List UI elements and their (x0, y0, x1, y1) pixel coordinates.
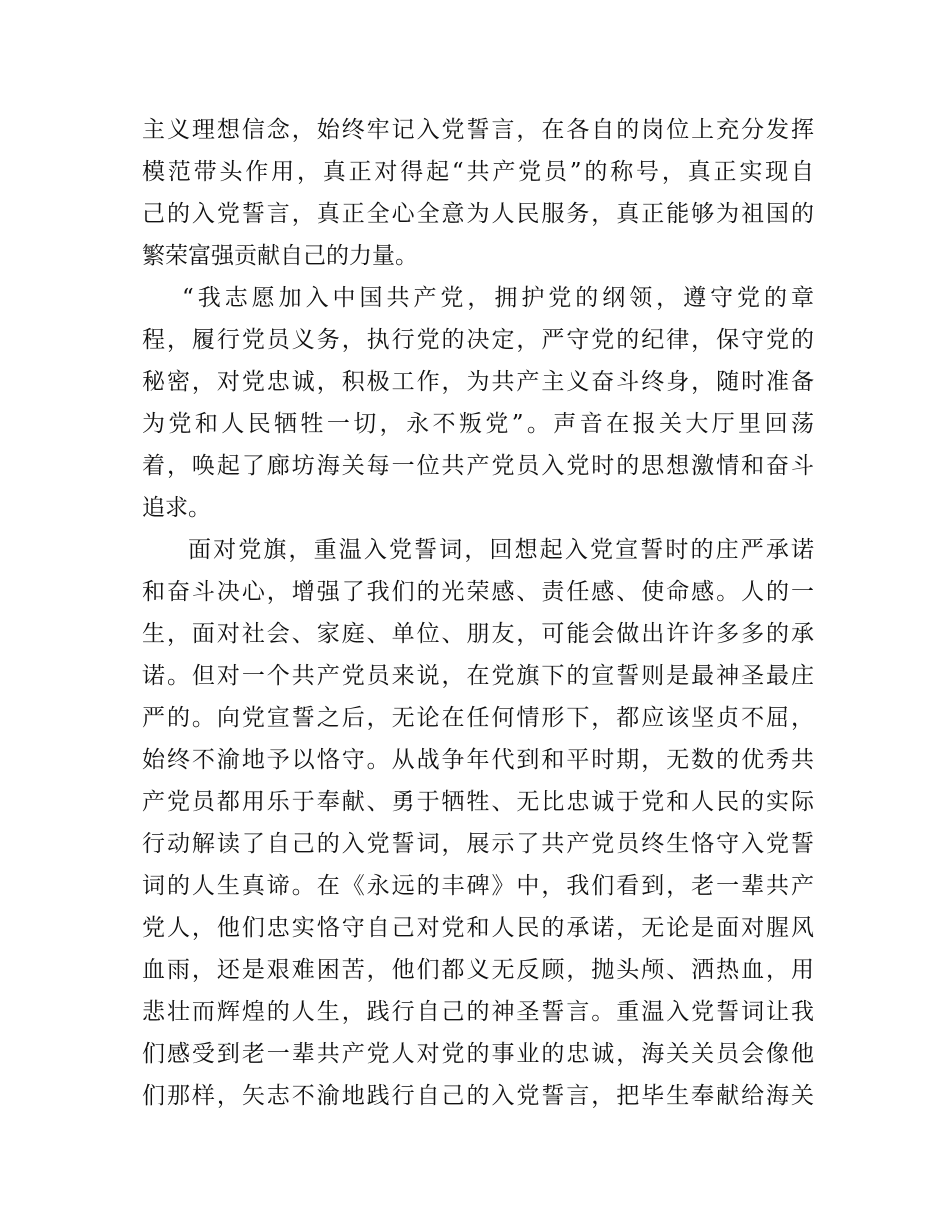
text-line: 们那样，矢志不渝地践行自己的入党誓言，把毕生奉献给海关 (142, 1083, 816, 1109)
text-line: 严的。向党宣誓之后，无论在任何情形下，都应该坚贞不屈， (142, 705, 816, 731)
text-line: 血雨，还是艰难困苦，他们都义无反顾，抛头颅、洒热血，用 (142, 957, 816, 983)
text-line: 词的人生真谛。在《永远的丰碑》中，我们看到，老一辈共产 (142, 873, 816, 899)
text-line: “我志愿加入中国共产党，拥护党的纲领，遵守党的章 (182, 285, 818, 311)
text-line: 和奋斗决心，增强了我们的光荣感、责任感、使命感。人的一 (142, 579, 816, 605)
text-line: 诺。但对一个共产党员来说，在党旗下的宣誓则是最神圣最庄 (142, 663, 816, 689)
text-line: 为党和人民牺牲一切，永不叛党”。声音在报关大厅里回荡 (142, 411, 818, 437)
document-body (142, 109, 818, 1117)
text-line: 悲壮而辉煌的人生，践行自己的神圣誓言。重温入党誓词让我 (142, 999, 816, 1025)
text-line: 始终不渝地予以恪守。从战争年代到和平时期，无数的优秀共 (142, 747, 816, 773)
text-line: 生，面对社会、家庭、单位、朋友，可能会做出许许多多的承 (142, 621, 816, 647)
text-line: 追求。 (142, 495, 211, 521)
text-line: 主义理想信念，始终牢记入党誓言，在各自的岗位上充分发挥 (142, 117, 816, 143)
text-line: 党人，他们忠实恪守自己对党和人民的承诺，无论是面对腥风 (142, 915, 816, 941)
text-line: 程，履行党员义务，执行党的决定，严守党的纪律，保守党的 (142, 327, 816, 353)
text-line: 着，唤起了廊坊海关每一位共产党员入党时的思想激情和奋斗 (142, 453, 816, 479)
text-line: 面对党旗，重温入党誓词，回想起入党宣誓时的庄严承诺 (188, 537, 817, 563)
text-line: 们感受到老一辈共产党人对党的事业的忠诚，海关关员会像他 (142, 1041, 816, 1067)
text-line: 繁荣富强贡献自己的力量。 (142, 243, 418, 269)
text-line: 产党员都用乐于奉献、勇于牺牲、无比忠诚于党和人民的实际 (142, 789, 816, 815)
text-line: 己的入党誓言，真正全心全意为人民服务，真正能够为祖国的 (142, 201, 816, 227)
text-line: 秘密，对党忠诚，积极工作，为共产主义奋斗终身，随时准备 (142, 369, 816, 395)
text-line: 模范带头作用，真正对得起“共产党员”的称号，真正实现自 (142, 159, 817, 185)
text-line: 行动解读了自己的入党誓词，展示了共产党员终生恪守入党誓 (142, 831, 816, 857)
